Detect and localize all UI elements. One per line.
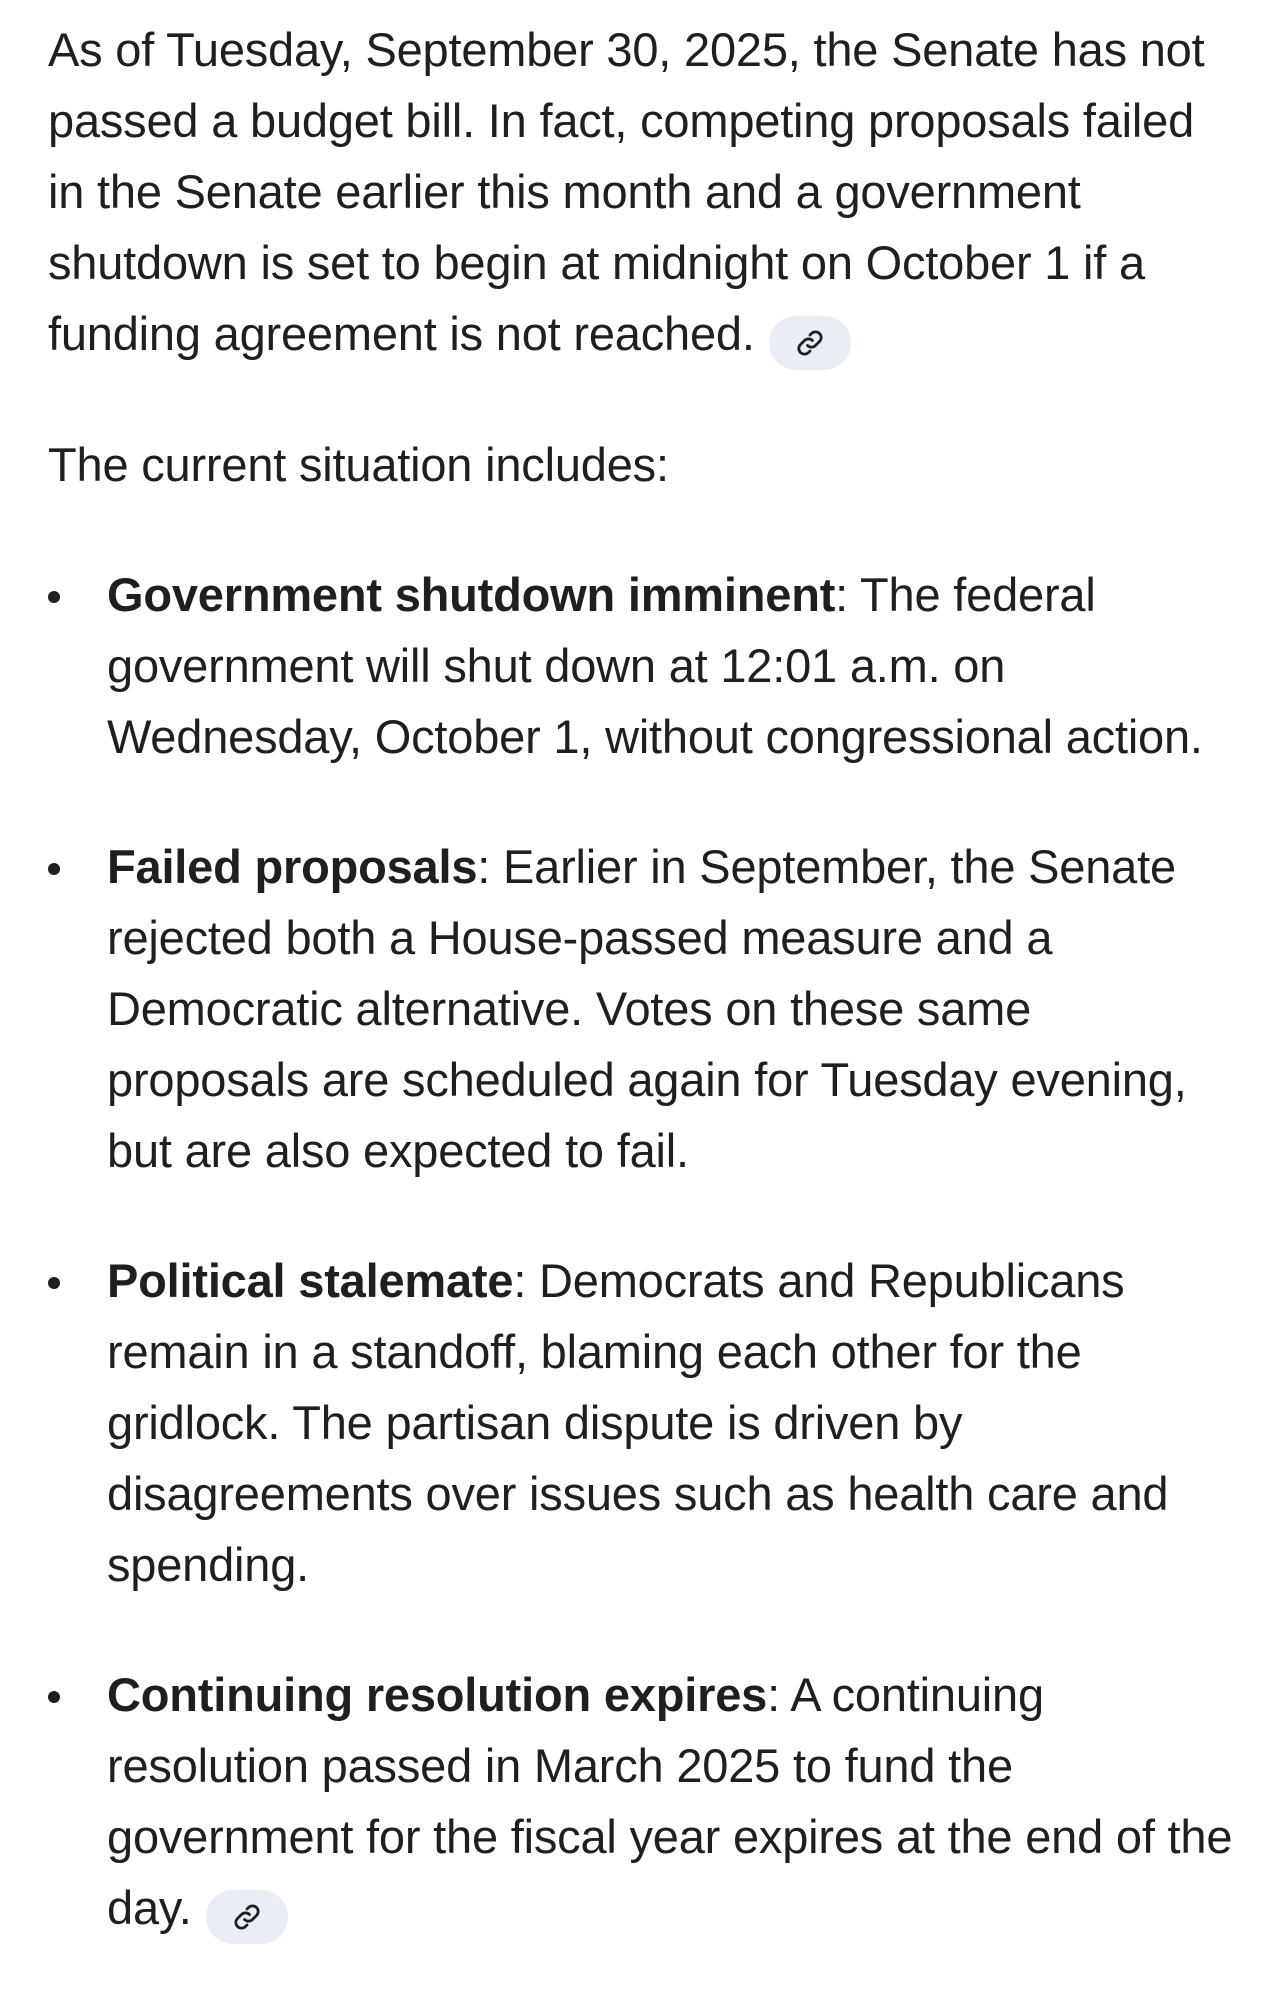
list-item xyxy=(48,831,1236,1186)
bullet-separator: : xyxy=(477,840,491,893)
bullet-title: Failed proposals xyxy=(107,840,478,893)
intro-text: As of Tuesday, September 30, 2025, the Senate has not passed a budget bill. In fact, competing proposals failed in the Senate earlier this month and a government shutdown is set to begin at midnight on October 1 if a funding agreement is not reached. xyxy=(48,23,1205,360)
situation-list xyxy=(48,559,1236,1944)
bullet-separator: : xyxy=(767,1668,780,1721)
link-icon xyxy=(795,328,825,358)
bullet-separator: : xyxy=(513,1254,527,1307)
bullet-dot xyxy=(48,1691,60,1703)
bullet-text: Democrats and Republicans remain in a standoff, blaming each other for the gridlock. The partisan dispute is driven by disagreements over issues such as health care and spending. xyxy=(107,1254,1169,1591)
bullet-dot xyxy=(48,863,60,875)
list-item xyxy=(48,1659,1236,1944)
bullet-title: Government shutdown imminent xyxy=(107,568,836,621)
bullet-text: Earlier in September, the Senate rejected both a House-passed measure and a Democratic alternative. Votes on these same proposals are scheduled again for Tuesday evening, but are also expected to fail. xyxy=(107,840,1187,1177)
bullet-dot xyxy=(48,591,60,603)
intro-paragraph xyxy=(48,14,1236,370)
bullet-separator: : xyxy=(835,568,849,621)
source-link-chip[interactable] xyxy=(769,316,851,370)
bullet-title: Political stalemate xyxy=(107,1254,514,1307)
situation-heading: The current situation includes: xyxy=(48,438,669,491)
link-icon xyxy=(232,1902,262,1932)
bullet-dot xyxy=(48,1277,60,1289)
list-item xyxy=(48,559,1236,772)
bullet-title: Continuing resolution expires xyxy=(107,1668,768,1721)
source-link-chip[interactable] xyxy=(206,1890,288,1944)
bullet-text: A continuing resolution passed in March 2025 to fund the government for the fiscal year expires at the end of the day. xyxy=(107,1668,1233,1934)
list-item xyxy=(48,1245,1236,1600)
bullet-text: The federal government will shut down at 12:01 a.m. on Wednesday, October 1, without congressional action. xyxy=(107,568,1203,763)
